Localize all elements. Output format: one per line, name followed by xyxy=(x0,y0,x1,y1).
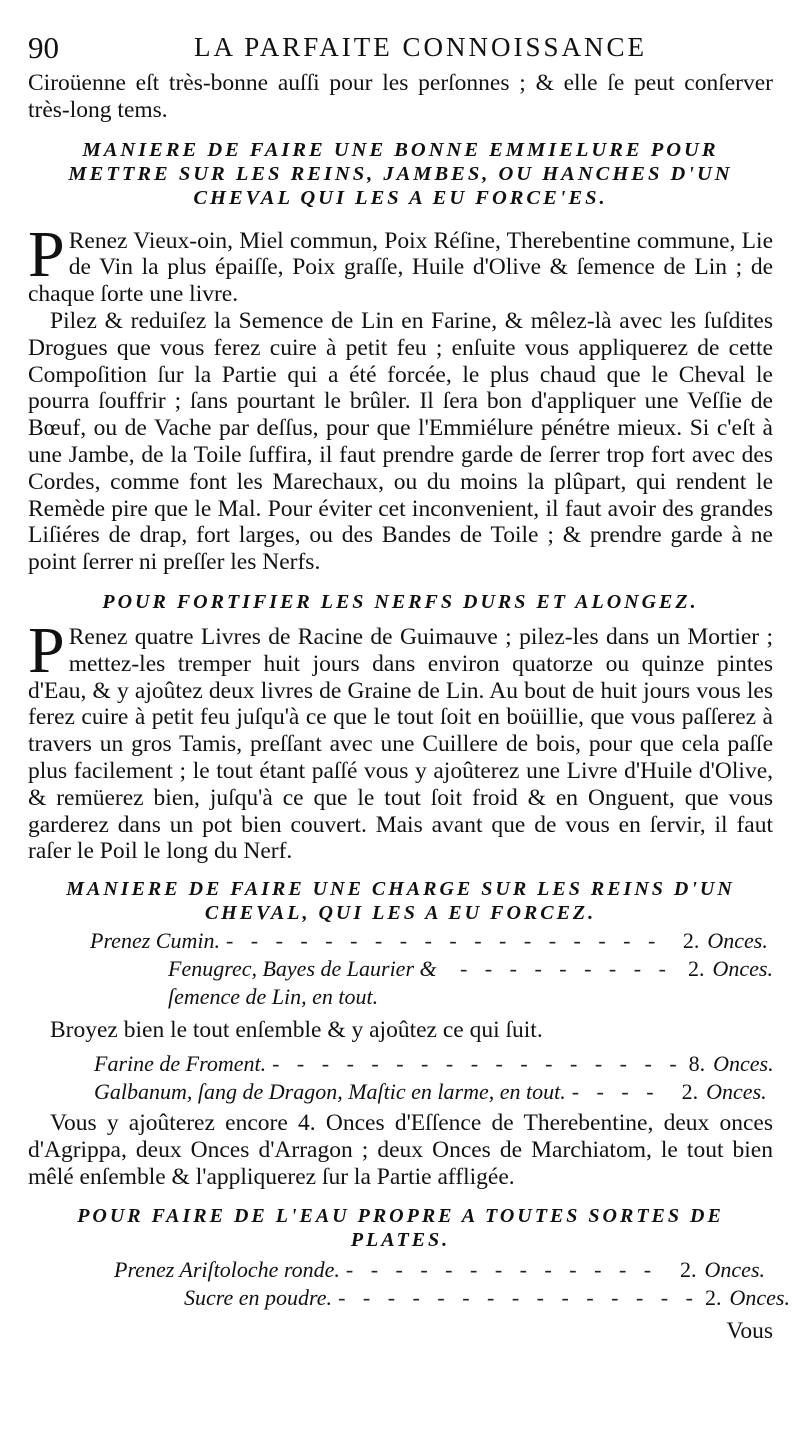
ingredient-quantity: 2. xyxy=(704,1285,722,1311)
page-number: 90 xyxy=(28,30,59,65)
paragraph-broyez: Broyez bien le tout enſemble & y ajoûtez ce qui ſuit. xyxy=(50,1017,543,1044)
paragraph-therebentine: Vous y ajoûterez encore 4. Onces d'Eſſence de Therebentine, deux onces d'Agrippa, deux Onces d'Arragon ; deux Onces de Marchiatom, le tout bien mêlé enſemble & l'appliquerez ſur la Partie affligée. xyxy=(28,1109,773,1190)
leader-dots: - - - - - - - - - xyxy=(459,956,672,982)
ingredient-unit: Onces. xyxy=(706,1078,767,1104)
leader-dots: - - - - - - - - - - - - - - - xyxy=(338,1285,699,1311)
running-head xyxy=(28,30,773,70)
section-heading-eau: POUR FAIRE DE L'EAU PROPRE A TOUTES SORTES DE PLATES. xyxy=(77,1205,724,1252)
paragraph-ingredients xyxy=(28,217,773,308)
drop-cap: P xyxy=(28,217,65,291)
recipe-row xyxy=(94,1078,773,1106)
ingredient-name: Sucre en poudre. xyxy=(184,1285,333,1311)
ingredient-quantity: 2. xyxy=(682,928,700,954)
intro-paragraph: Ciroüenne eſt très-bonne auſſi pour les perſonnes ; & elle ſe peut conſerver très-long tems. xyxy=(28,70,773,123)
ingredient-unit: Onces. xyxy=(704,1257,766,1283)
paragraph-instructions: Pilez & reduiſez la Semence de Lin en Farine, & mêlez-là avec les ſuſdites Drogues que vous ferez cuire à petit feu ; enſuite vous appliquerez de cette Compoſition ſur la Partie qui a été forcée, le plus chaud que le Cheval le pourra ſouffrir ; ſans pourtant le brûler. Il ſera bon d'appliquer une Veſſie de Bœuf, ou de Vache par deſſus, pour que l'Emmiélure pénétre mieux. Si c'eſt à une Jambe, de la Toile ſuffira, il faut prendre garde de ſerrer trop fort avec des Cordes, comme font les Marechaux, ou du moins la plûpart, qui rendent le Remède pire que le Mal. Pour éviter cet inconvenient, il faut avoir des grandes Liſiéres de drap, fort larges, ou des Bandes de Toile ; & prendre garde à ne point ſerrer ni preſſer les Nerfs. xyxy=(28,307,773,576)
drop-cap: P xyxy=(28,613,65,687)
leader-dots: - - - - - - - - - - - - - xyxy=(345,1257,658,1283)
recipe-row xyxy=(90,927,773,955)
ingredient-name: Prenez Cumin. xyxy=(90,928,220,954)
ingredient-name: Prenez Ariſtoloche ronde. xyxy=(114,1257,340,1283)
leader-dots: - - - - xyxy=(571,1078,660,1104)
recipe-list-3 xyxy=(28,1256,790,1312)
leader-dots: - - - - - - - - - - - - - - - - - - xyxy=(225,928,662,954)
section-heading-charge: MANIERE DE FAIRE UNE CHARGE SUR LES REINS D'UN CHEVAL, QUI LES A EU FORCEZ. xyxy=(66,878,735,925)
book-page xyxy=(28,30,790,1345)
ingredient-name: Fenugrec, Bayes de Laurier & ſemence de Lin, en tout. xyxy=(168,956,437,1010)
ingredient-unit: Onces. xyxy=(707,928,768,954)
recipe-row xyxy=(90,955,773,1011)
ingredient-unit: Onces. xyxy=(729,1285,790,1311)
section-heading-nerfs: POUR FORTIFIER LES NERFS DURS ET ALONGEZ. xyxy=(102,590,699,613)
ingredient-unit: Onces. xyxy=(712,956,773,982)
paragraph-text: Renez quatre Livres de Racine de Guimauve ; pilez-les dans un Mortier ; mettez-les tremper huit jours dans environ quatorze ou quinze pintes d'Eau, & y ajoûtez deux livres de Graine de Lin. Au bout de huit jours vous les ferez cuire à petit feu juſqu'à ce que le tout ſoit en boüillie, que vous paſſerez à travers un gros Tamis, preſſant avec une Cuillere de bois, pour que cela paſſe plus facilement ; le tout étant paſſé vous y ajoûterez une Livre d'Huile d'Olive, & remüerez bien, juſqu'à ce que le tout ſoit froid & en Onguent, que vous garderez dans un pot bien couvert. Mais avant que de vous en ſervir, il faut raſer le Poil le long du Nerf. xyxy=(28,623,773,865)
ingredient-name: Farine de Froment. xyxy=(94,1050,267,1076)
recipe-list-1 xyxy=(28,927,773,1011)
recipe-list-2 xyxy=(28,1050,773,1106)
ingredient-name: Galbanum, ſang de Dragon, Maſtic en larme, en tout. xyxy=(94,1078,566,1104)
ingredient-unit: Onces. xyxy=(713,1050,774,1076)
catchword: Vous xyxy=(726,1318,773,1345)
paragraph-text: Renez Vieux-oin, Miel commun, Poix Réſine, Therebentine commune, Lie de Vin la plus épaiſſe, Poix graſſe, Huile d'Olive & ſemence de Lin ; de chaque ſorte une livre. xyxy=(28,227,773,308)
recipe-row xyxy=(94,1050,773,1078)
section-heading-emmielure: MANIERE DE FAIRE UNE BONNE EMMIELURE POUR METTRE SUR LES REINS, JAMBES, OU HANCHES D'UN CHEVAL QUI LES A EU FORCE'ES. xyxy=(68,138,733,209)
ingredient-quantity: 2. xyxy=(688,956,705,982)
recipe-row xyxy=(114,1256,773,1284)
recipe-row xyxy=(114,1284,790,1312)
paragraph-guimauve xyxy=(28,613,773,865)
running-title: LA PARFAITE CONNOISSANCE xyxy=(193,32,648,62)
ingredient-quantity: 8. xyxy=(688,1050,706,1076)
ingredient-quantity: 2. xyxy=(680,1257,697,1283)
leader-dots: - - - - - - - - - - - - - - - - - xyxy=(272,1050,683,1076)
ingredient-quantity: 2. xyxy=(681,1078,699,1104)
